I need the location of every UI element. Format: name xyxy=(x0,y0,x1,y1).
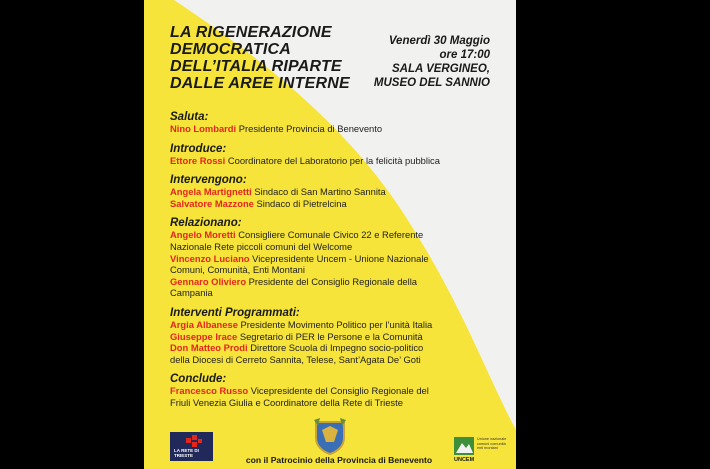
speaker-role: Sindaco di San Martino Sannita xyxy=(251,186,386,198)
speaker-row xyxy=(170,276,510,288)
speaker-row xyxy=(170,241,510,253)
speaker-row xyxy=(170,287,510,299)
event-venue: SALA VERGINEO, xyxy=(392,63,490,75)
speaker-name: Francesco Russo xyxy=(170,385,249,397)
speaker-row xyxy=(170,253,510,265)
speaker-name: Ettore Rossi xyxy=(170,154,226,166)
program-section xyxy=(170,111,510,135)
uncem-mountain-icon xyxy=(454,437,474,455)
speaker-role: della Diocesi di Cerreto Sannita, Telese, Sant’Agata De’ Goti xyxy=(170,353,421,365)
speaker-row xyxy=(170,342,510,354)
program-section xyxy=(170,307,510,365)
title-line: LA RIGENERAZIONE xyxy=(170,24,332,41)
speaker-role: Presidente del Consiglio Regionale della xyxy=(246,275,418,287)
speaker-name: Vincenzo Luciano xyxy=(170,252,250,264)
uncem-subtitle: Unione nazionale comuni comunità enti montani xyxy=(477,437,507,451)
program-section xyxy=(170,217,510,299)
section-heading: Introduce: xyxy=(170,142,227,155)
speaker-role: Sindaco di Pietrelcina xyxy=(253,197,347,209)
event-location: MUSEO DEL SANNIO xyxy=(373,77,490,89)
speaker-row xyxy=(170,319,510,331)
speaker-role: Presidente Provincia di Benevento xyxy=(236,123,383,134)
speaker-name: Angelo Moretti xyxy=(170,229,236,241)
speaker-name: Giuseppe Irace xyxy=(170,330,238,342)
coat-of-arms-icon xyxy=(312,416,348,456)
speaker-role: Vicepresidente Uncem - Unione Nazionale xyxy=(249,252,429,264)
speaker-name: Salvatore Mazzone xyxy=(170,197,254,209)
speaker-role: Campania xyxy=(170,287,213,299)
patrocinio-text: con il Patrocinio della Provincia di Benevento xyxy=(245,455,433,465)
speaker-row xyxy=(170,264,510,276)
program-section xyxy=(170,174,510,209)
rete-trieste-logo xyxy=(170,432,213,461)
speaker-name: Argia Albanese xyxy=(170,318,238,330)
speaker-role: Coordinatore del Laboratorio per la felicità pubblica xyxy=(225,154,440,166)
speaker-row xyxy=(170,385,510,397)
title-line: DALLE AREE INTERNE xyxy=(170,75,350,92)
speaker-role: Presidente Movimento Politico per l’unità Italia xyxy=(237,318,433,330)
speaker-row xyxy=(170,186,510,198)
speaker-name: Nino Lombardi xyxy=(170,123,237,134)
speaker-role: Direttore Scuola di Impegno socio-politico xyxy=(247,342,424,354)
section-heading: Saluta: xyxy=(170,111,209,123)
poster-title xyxy=(170,24,360,92)
event-poster xyxy=(144,0,516,469)
speaker-row xyxy=(170,354,510,366)
speaker-row xyxy=(170,397,510,409)
speaker-role: Consigliere Comunale Civico 22 e Referente xyxy=(235,229,424,241)
program-list xyxy=(170,111,510,417)
speaker-row xyxy=(170,198,510,210)
speaker-name: Don Matteo Prodi xyxy=(170,342,248,354)
speaker-row xyxy=(170,229,510,241)
section-heading: Conclude: xyxy=(170,373,227,386)
section-heading: Relazionano: xyxy=(170,217,242,230)
event-date: Venerdì 30 Maggio xyxy=(388,35,490,47)
speaker-row xyxy=(170,331,510,343)
uncem-label: UNCEM xyxy=(454,457,475,463)
program-section xyxy=(170,143,510,167)
section-heading: Interventi Programmati: xyxy=(170,306,300,319)
rete-logo-label: LA RETE DI TRIESTE xyxy=(174,448,199,458)
speaker-role: Segretario di PER le Persone e la Comunità xyxy=(237,330,423,342)
speaker-role: Vicepresidente del Consiglio Regionale del xyxy=(248,385,429,397)
uncem-logo xyxy=(454,437,512,465)
title-line: DELL’ITALIA RIPARTE xyxy=(170,58,342,75)
speaker-role: Nazionale Rete piccoli comuni del Welcome xyxy=(170,240,353,252)
event-time: ore 17:00 xyxy=(439,49,490,61)
program-section xyxy=(170,373,510,408)
speaker-name: Gennaro Oliviero xyxy=(170,275,247,287)
speaker-row xyxy=(170,123,510,135)
section-heading: Intervengono: xyxy=(170,174,247,187)
speaker-row xyxy=(170,155,510,167)
event-details xyxy=(374,34,490,90)
title-line: DEMOCRATICA xyxy=(170,41,292,58)
speaker-role: Comuni, Comunità, Enti Montani xyxy=(170,264,305,276)
speaker-name: Angela Martignetti xyxy=(170,186,252,198)
speaker-role: Friuli Venezia Giulia e Coordinatore della Rete di Trieste xyxy=(170,396,403,408)
